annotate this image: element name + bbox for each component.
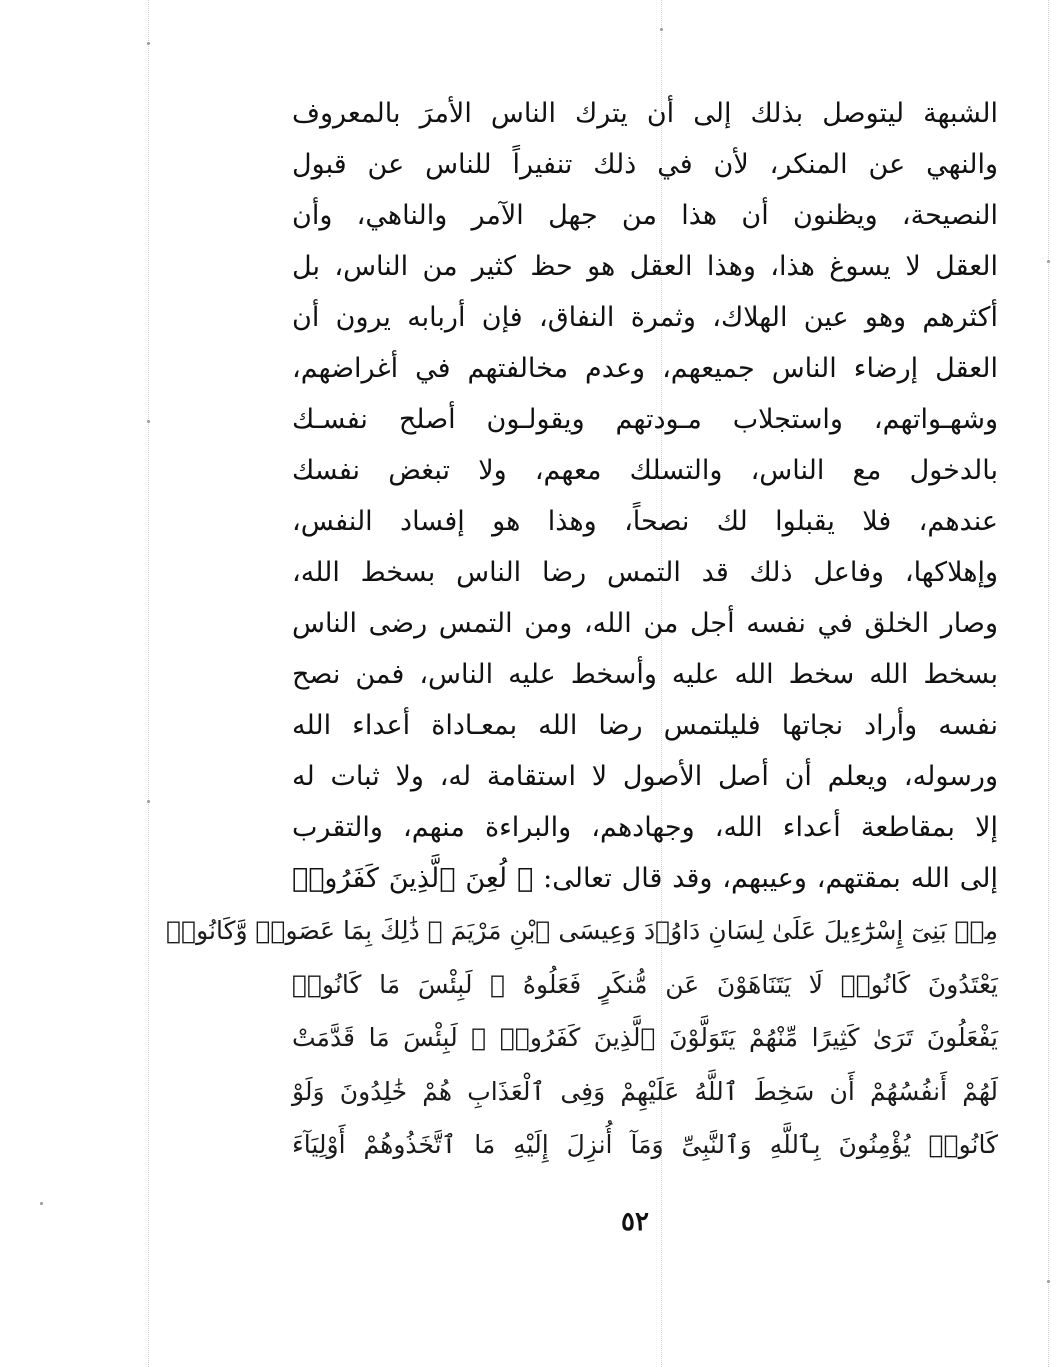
text-line: بالدخول مع الناس، والتسلك معهم، ولا تبغض نفسك [292,455,998,486]
quran-verse-line: لَهُمْ أَنفُسُهُمْ أَن سَخِطَ ٱللَّهُ عَلَيْهِمْ وَفِى ٱلْعَذَابِ هُمْ خَٰلِدُونَ وَلَوْ [292,1076,998,1106]
scan-speck [147,42,150,45]
text-line: والنهي عن المنكر، لأن في ذلك تنفيراً للناس عن قبول [292,149,998,180]
text-line: النصيحة، ويظنون أن هذا من جهل الآمر والناهي، وأن [292,200,998,231]
text-line: بسخط الله سخط الله عليه وأسخط عليه الناس، فمن نصح [292,659,998,690]
scan-guide-line [148,0,149,1367]
text-line: إلى الله بمقتهم، وعيبهم، وقد قال تعالى: ﴿ لُعِنَ ٱلَّذِينَ كَفَرُوا۟ [292,863,998,894]
text-line: إلا بمقاطعة أعداء الله، وجهادهم، والبراءة منهم، والتقرب [292,812,998,843]
text-line: وصار الخلق في نفسه أجل من الله، ومن التمس رضى الناس [292,608,998,639]
scan-speck [40,1202,43,1205]
text-line: نفسه وأراد نجاتها فليلتمس رضا الله بمعـاداة أعداء الله [292,710,998,741]
text-line: الشبهة ليتوصل بذلك إلى أن يترك الناس الأمرَ بالمعروف [292,98,998,129]
text-line: ورسوله، ويعلم أن أصل الأصول لا استقامة له، ولا ثبات له [292,761,998,792]
scan-speck [660,28,663,31]
text-line: العقل إرضاء الناس جميعهم، وعدم مخالفتهم في أغراضهم، [292,353,998,384]
text-line: وإهلاكها، وفاعل ذلك قد التمس رضا الناس بسخط الله، [292,557,998,588]
text-line: العقل لا يسوغ هذا، وهذا العقل هو حظ كثير من الناس، بل [292,251,998,282]
scan-speck [1047,260,1050,263]
quran-verse-line: كَانُوا۟ يُؤْمِنُونَ بِٱللَّهِ وَٱلنَّبِىِّ وَمَآ أُنزِلَ إِلَيْهِ مَا ٱتَّخَذُوهُمْ أَوْلِيَآءَ [292,1130,998,1159]
scan-speck [1047,1280,1050,1283]
scan-speck [147,800,150,803]
text-line: عندهم، فلا يقبلوا لك نصحاً، وهذا هو إفساد النفس، [292,506,998,537]
quran-verse-line: مِنۢ بَنِىٓ إِسْرَٰٓءِيلَ عَلَىٰ لِسَانِ دَاوُۥدَ وَعِيسَى ٱبْنِ مَرْيَمَ ۚ ذَٰلِكَ بِمَا عَصَوا۟ وَّكَانُوا۟ [166,916,998,945]
page-number: ٥٢ [621,1207,649,1237]
quran-verse-line: يَفْعَلُونَ تَرَىٰ كَثِيرًا مِّنْهُمْ يَتَوَلَّوْنَ ٱلَّذِينَ كَفَرُوا۟ ۚ لَبِئْسَ مَا قَدَّمَتْ [292,1023,998,1052]
scan-speck [147,420,150,423]
quran-verse-line: يَعْتَدُونَ كَانُوا۟ لَا يَتَنَاهَوْنَ عَن مُّنكَرٍ فَعَلُوهُ ۚ لَبِئْسَ مَا كَانُوا۟ [292,969,998,999]
body-text [166,88,999,1172]
text-line: وشهـواتهم، واستجلاب مـودتهم ويقولـون أصلح نفسـك [292,404,998,435]
text-line: أكثرهم وهو عين الهلاك، وثمرة النفاق، فإن أربابه يرون أن [292,302,999,333]
scan-guide-line [1048,0,1049,1367]
